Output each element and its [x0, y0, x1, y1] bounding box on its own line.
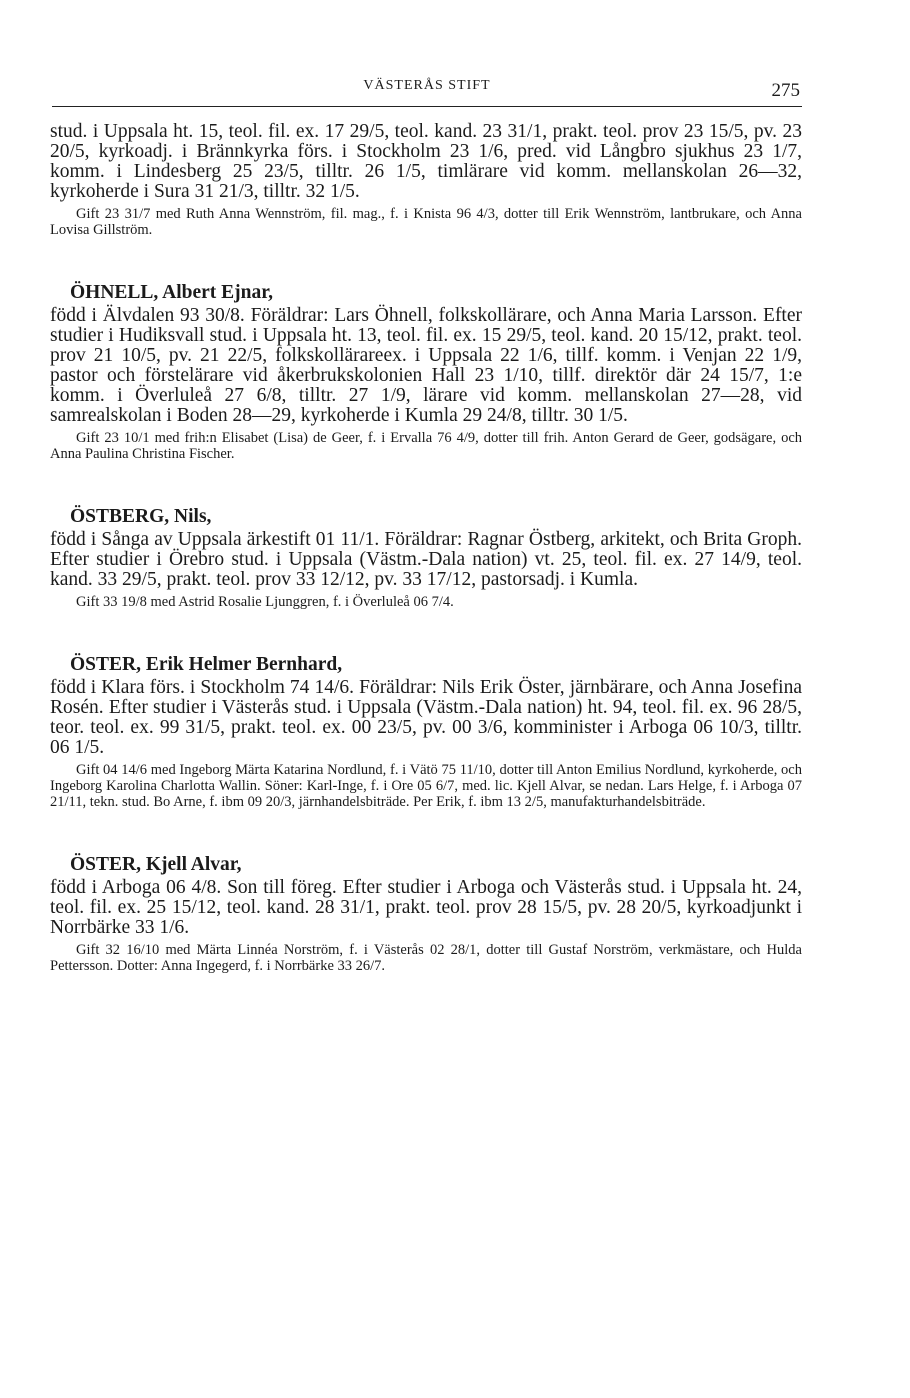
entry-text: född i Klara förs. i Stockholm 74 14/6. Föräldrar: Nils Erik Öster, järnbärare, och Anna Josefina Rosén. Efter studier i Västerås stud. i Uppsala (Västm.-Dala nation) ht. 94, teol. fil. ex. 96 28/5, teor. teol. ex. 99 31/5, prakt. teol. ex. 00 23/5, pv. 00 3/6, komminister i Arboga 06 10/3, tilltr. 06 1/5.	[50, 677, 802, 758]
entry-ostberg	[50, 506, 802, 610]
entry-name: ÖSTER, Erik Helmer Bernhard,	[70, 654, 343, 675]
entry-oster-erik	[50, 654, 802, 810]
entry-ohnell	[50, 282, 802, 462]
family-text: Gift 23 31/7 med Ruth Anna Wennström, fil. mag., f. i Knista 96 4/3, dotter till Erik Wennström, lantbrukare, och Anna Lovisa Gillström.	[50, 206, 802, 238]
entry-text: född i Arboga 06 4/8. Son till föreg. Efter studier i Arboga och Västerås stud. i Uppsala ht. 24, teol. fil. ex. 25 15/12, teol. kand. 28 31/1, prakt. teol. prov 28 15/5, pv. 28 20/5, kyrkoadjunkt i Norrbärke 33 1/6.	[50, 877, 802, 938]
running-header	[52, 72, 802, 107]
entry-name: ÖHNELL, Albert Ejnar,	[70, 282, 273, 303]
family-text: Gift 04 14/6 med Ingeborg Märta Katarina Nordlund, f. i Vätö 75 11/10, dotter till Anton Emilius Nordlund, kyrkoherde, och Ingeborg Karolina Charlotta Wallin. Söner: Karl-Inge, f. i Ore 05 6/7, med. lic. Kjell Alvar, se nedan. Lars Helge, f. i Arboga 07 21/11, tekn. stud. Bo Arne, f. ibm 09 20/3, järnhandelsbiträde. Per Erik, f. ibm 13 2/5, manufakturhandelsbiträde.	[50, 762, 802, 810]
family-text: Gift 23 10/1 med frih:n Elisabet (Lisa) de Geer, f. i Ervalla 76 4/9, dotter till frih. Anton Gerard de Geer, godsägare, och Anna Paulina Christina Fischer.	[50, 430, 802, 462]
entry-text: stud. i Uppsala ht. 15, teol. fil. ex. 17 29/5, teol. kand. 23 31/1, prakt. teol. prov 23 15/5, pv. 23 20/5, kyrkoadj. i Brännkyrka förs. i Stockholm 23 1/6, pred. vid Långbro sjukhus 23 1/7, komm. i Lindesberg 25 23/5, tilltr. 26 1/5, timlärare vid komm. mellanskolan 26—32, kyrkoherde i Sura 31 21/3, tilltr. 32 1/5.	[50, 121, 802, 202]
entry-continued	[50, 122, 802, 238]
entry-text: född i Älvdalen 93 30/8. Föräldrar: Lars Öhnell, folkskollärare, och Anna Maria Larsson. Efter studier i Hudiksvall stud. i Uppsala ht. 13, teol. fil. ex. 15 29/5, teol. kand. 20 15/12, prakt. teol. prov 21 10/5, pv. 21 22/5, folkskollärareex. i Uppsala 22 1/6, tillf. komm. i Venjan 22 1/9, pastor och förstelärare vid åkerbrukskolonien Hall 23 1/10, tillf. direktör där 24 15/7, 1:e komm. i Överluleå 27 6/8, tilltr. 27 1/9, lärare vid komm. mellanskolan 27—28, vid samrealskolan i Boden 28—29, kyrkoherde i Kumla 29 24/8, tilltr. 30 1/5.	[50, 305, 802, 426]
page-number: 275	[771, 80, 800, 101]
family-text: Gift 32 16/10 med Märta Linnéa Norström, f. i Västerås 02 28/1, dotter till Gustaf Norström, verkmästare, och Hulda Pettersson. Dotter: Anna Ingegerd, f. i Norrbärke 33 26/7.	[50, 942, 802, 974]
entry-text: född i Sånga av Uppsala ärkestift 01 11/1. Föräldrar: Ragnar Östberg, arkitekt, och Brita Groph. Efter studier i Örebro stud. i Uppsala (Västm.-Dala nation) vt. 25, teol. fil. ex. 27 14/9, teol. kand. 33 29/5, prakt. teol. prov 33 12/12, pv. 33 17/12, pastorsadj. i Kumla.	[50, 529, 802, 590]
entry-oster-kjell	[50, 854, 802, 974]
page-content	[50, 122, 802, 974]
entry-name: ÖSTBERG, Nils,	[70, 506, 212, 527]
family-text: Gift 33 19/8 med Astrid Rosalie Ljunggren, f. i Överluleå 06 7/4.	[76, 594, 454, 610]
entry-name: ÖSTER, Kjell Alvar,	[70, 854, 242, 875]
header-title: VÄSTERÅS STIFT	[363, 78, 491, 93]
